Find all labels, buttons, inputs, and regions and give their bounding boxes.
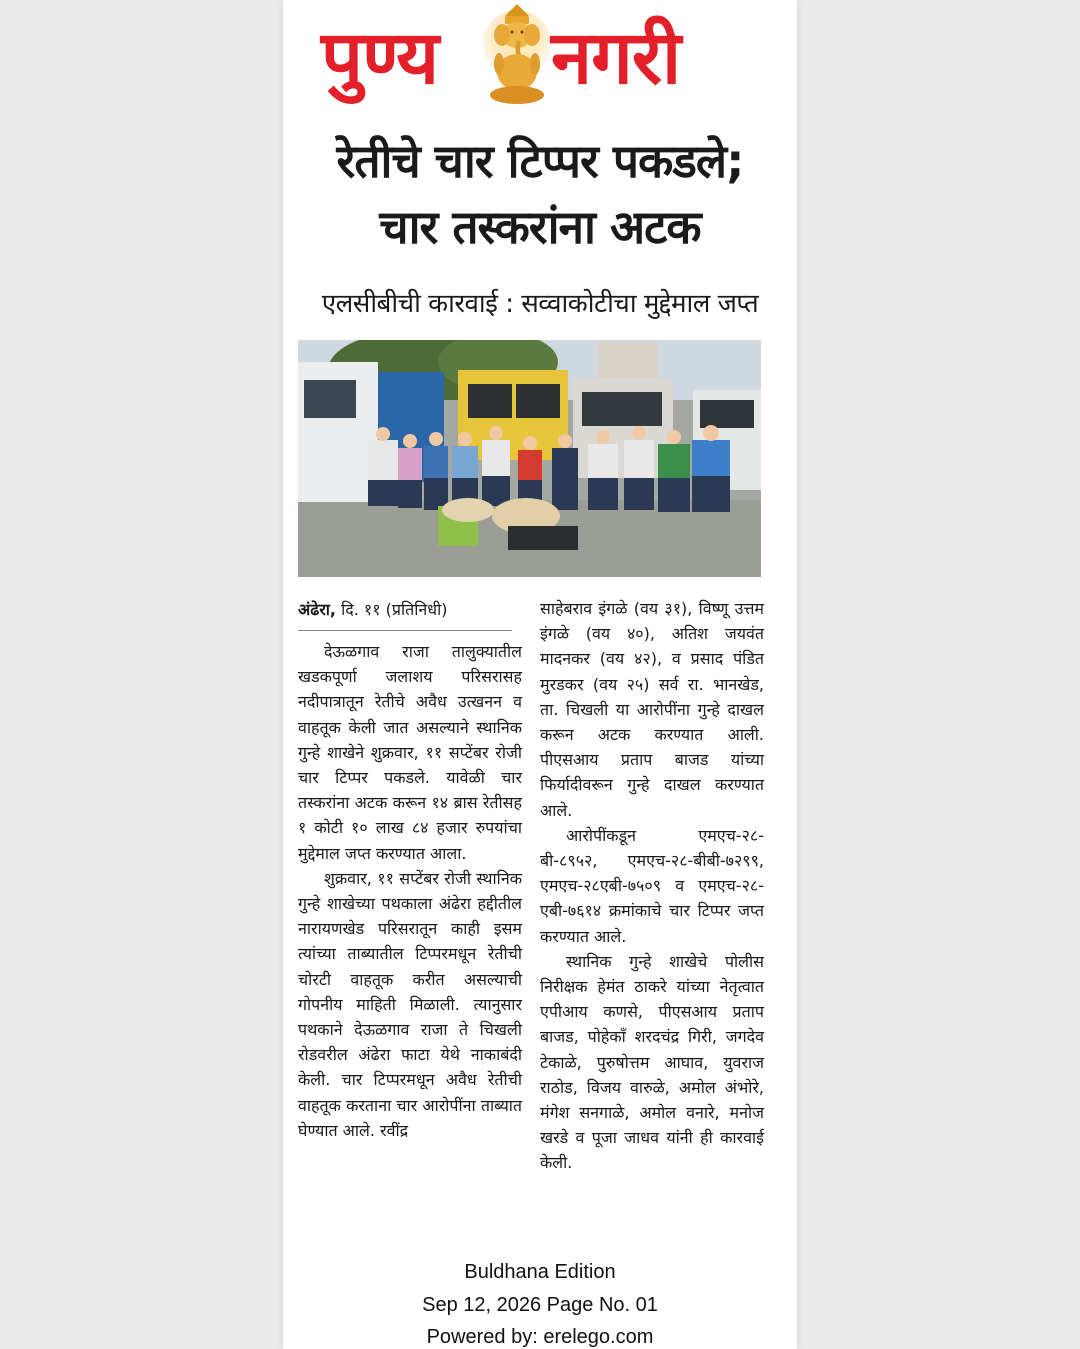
- edition-name: Buldhana Edition: [464, 1261, 616, 1283]
- dateline-date: दि. ११ (प्रतिनिधी): [341, 600, 448, 619]
- news-photo: [298, 340, 761, 577]
- subheadline: एलसीबीची कारवाई : सव्वाकोटीचा मुद्देमाल जप्त: [321, 289, 759, 319]
- article-paragraph: आरोपींकडून एमएच-२८-बी-८९५२, एमएच-२८-बीबी-७२९९, एमएच-२८एबी-७५०९ व एमएच-२८-एबी-७६१४ क्रमांकाचे चार टिप्पर जप्त करण्यात आले.: [540, 825, 764, 946]
- dateline-place: अंढेरा,: [298, 600, 336, 619]
- masthead-title-left: पुण्य: [321, 15, 439, 101]
- divider: [298, 630, 512, 631]
- article-column-left: [298, 596, 522, 1143]
- edition-footer: [283, 1256, 797, 1349]
- article-paragraph: देऊळगाव राजा तालुक्यातील खडकपूर्णा जलाशय परिसरासह नदीपात्रातून रेतीचे अवैध उत्खनन व वाहतूक केली जात असल्याने स्थानिक गुन्हे शाखेने शुक्रवार, ११ सप्टेंबर रोजी चार टिप्पर पकडले. यावेळी चार तस्करांना अटक करून १४ ब्रास रेतीसह १ कोटी १० लाख ८४ हजार रुपयांचा मुद्देमाल जप्त करण्यात आला.: [298, 642, 522, 863]
- article-column-right: [540, 596, 764, 1176]
- article-paragraph: साहेबराव इंगळे (वय ३१), विष्णू उत्तम इंगळे (वय ४०), अतिश जयवंत मादनकर (वय ४२), व प्रसाद पंडित मुरडकर (वय २५) सर्व रा. भानखेड, ता. चिखली या आरोपींना गुन्हे दाखल करून अटक करण्यात आली. पीएसआय प्रताप बाजड यांच्या फिर्यादीवरून गुन्हे दाखल करण्यात आले.: [540, 599, 764, 820]
- masthead: [283, 2, 797, 112]
- article-paragraph: स्थानिक गुन्हे शाखेचे पोलीस निरीक्षक हेमंत ठाकरे यांच्या नेतृत्वात एपीआय कणसे, पीएसआय प्रताप बाजड, पोहेकॉं शरदचंद्र गिरी, जगदेव टेकाळे, पुरुषोत्तम आघाव, युवराज राठोड, विजय वारुळे, अमोल अंभोरे, मंगेश सनगाळे, अमोल वनारे, मनोज खरडे व पूजा जाधव यांनी ही कारवाई केली.: [540, 951, 764, 1173]
- news-clipping: [283, 0, 797, 1349]
- powered-by: Powered by: erelego.com: [426, 1326, 654, 1348]
- article-paragraph: शुक्रवार, ११ सप्टेंबर रोजी स्थानिक गुन्हे शाखेच्या पथकाला अंढेरा हद्दीतील नारायणखेड परिसरातून काही इसम त्यांच्या ताब्यातील टिप्परमधून रेतीची चोरटी वाहतूक करीत असल्याची गोपनीय माहिती मिळाली. त्यानुसार पथकाने देऊळगाव राजा ते चिखली रोडवरील अंढेरा फाटा येथे नाकाबंदी केली. चार टिप्परमधून अवैध रेतीची वाहतूक करताना चार आरोपींना ताब्यात घेण्यात आले. रवींद्र: [298, 868, 522, 1140]
- ganesha-icon: [483, 2, 551, 106]
- headline: [293, 128, 787, 260]
- masthead-title-right: नगरी: [551, 15, 681, 101]
- edition-date-page: Sep 12, 2026 Page No. 01: [422, 1293, 658, 1316]
- headline-line-2: चार तस्करांना अटक: [379, 200, 701, 254]
- headline-line-1: रेतीचे चार टिप्पर पकडले;: [336, 134, 744, 188]
- dateline: [298, 596, 522, 624]
